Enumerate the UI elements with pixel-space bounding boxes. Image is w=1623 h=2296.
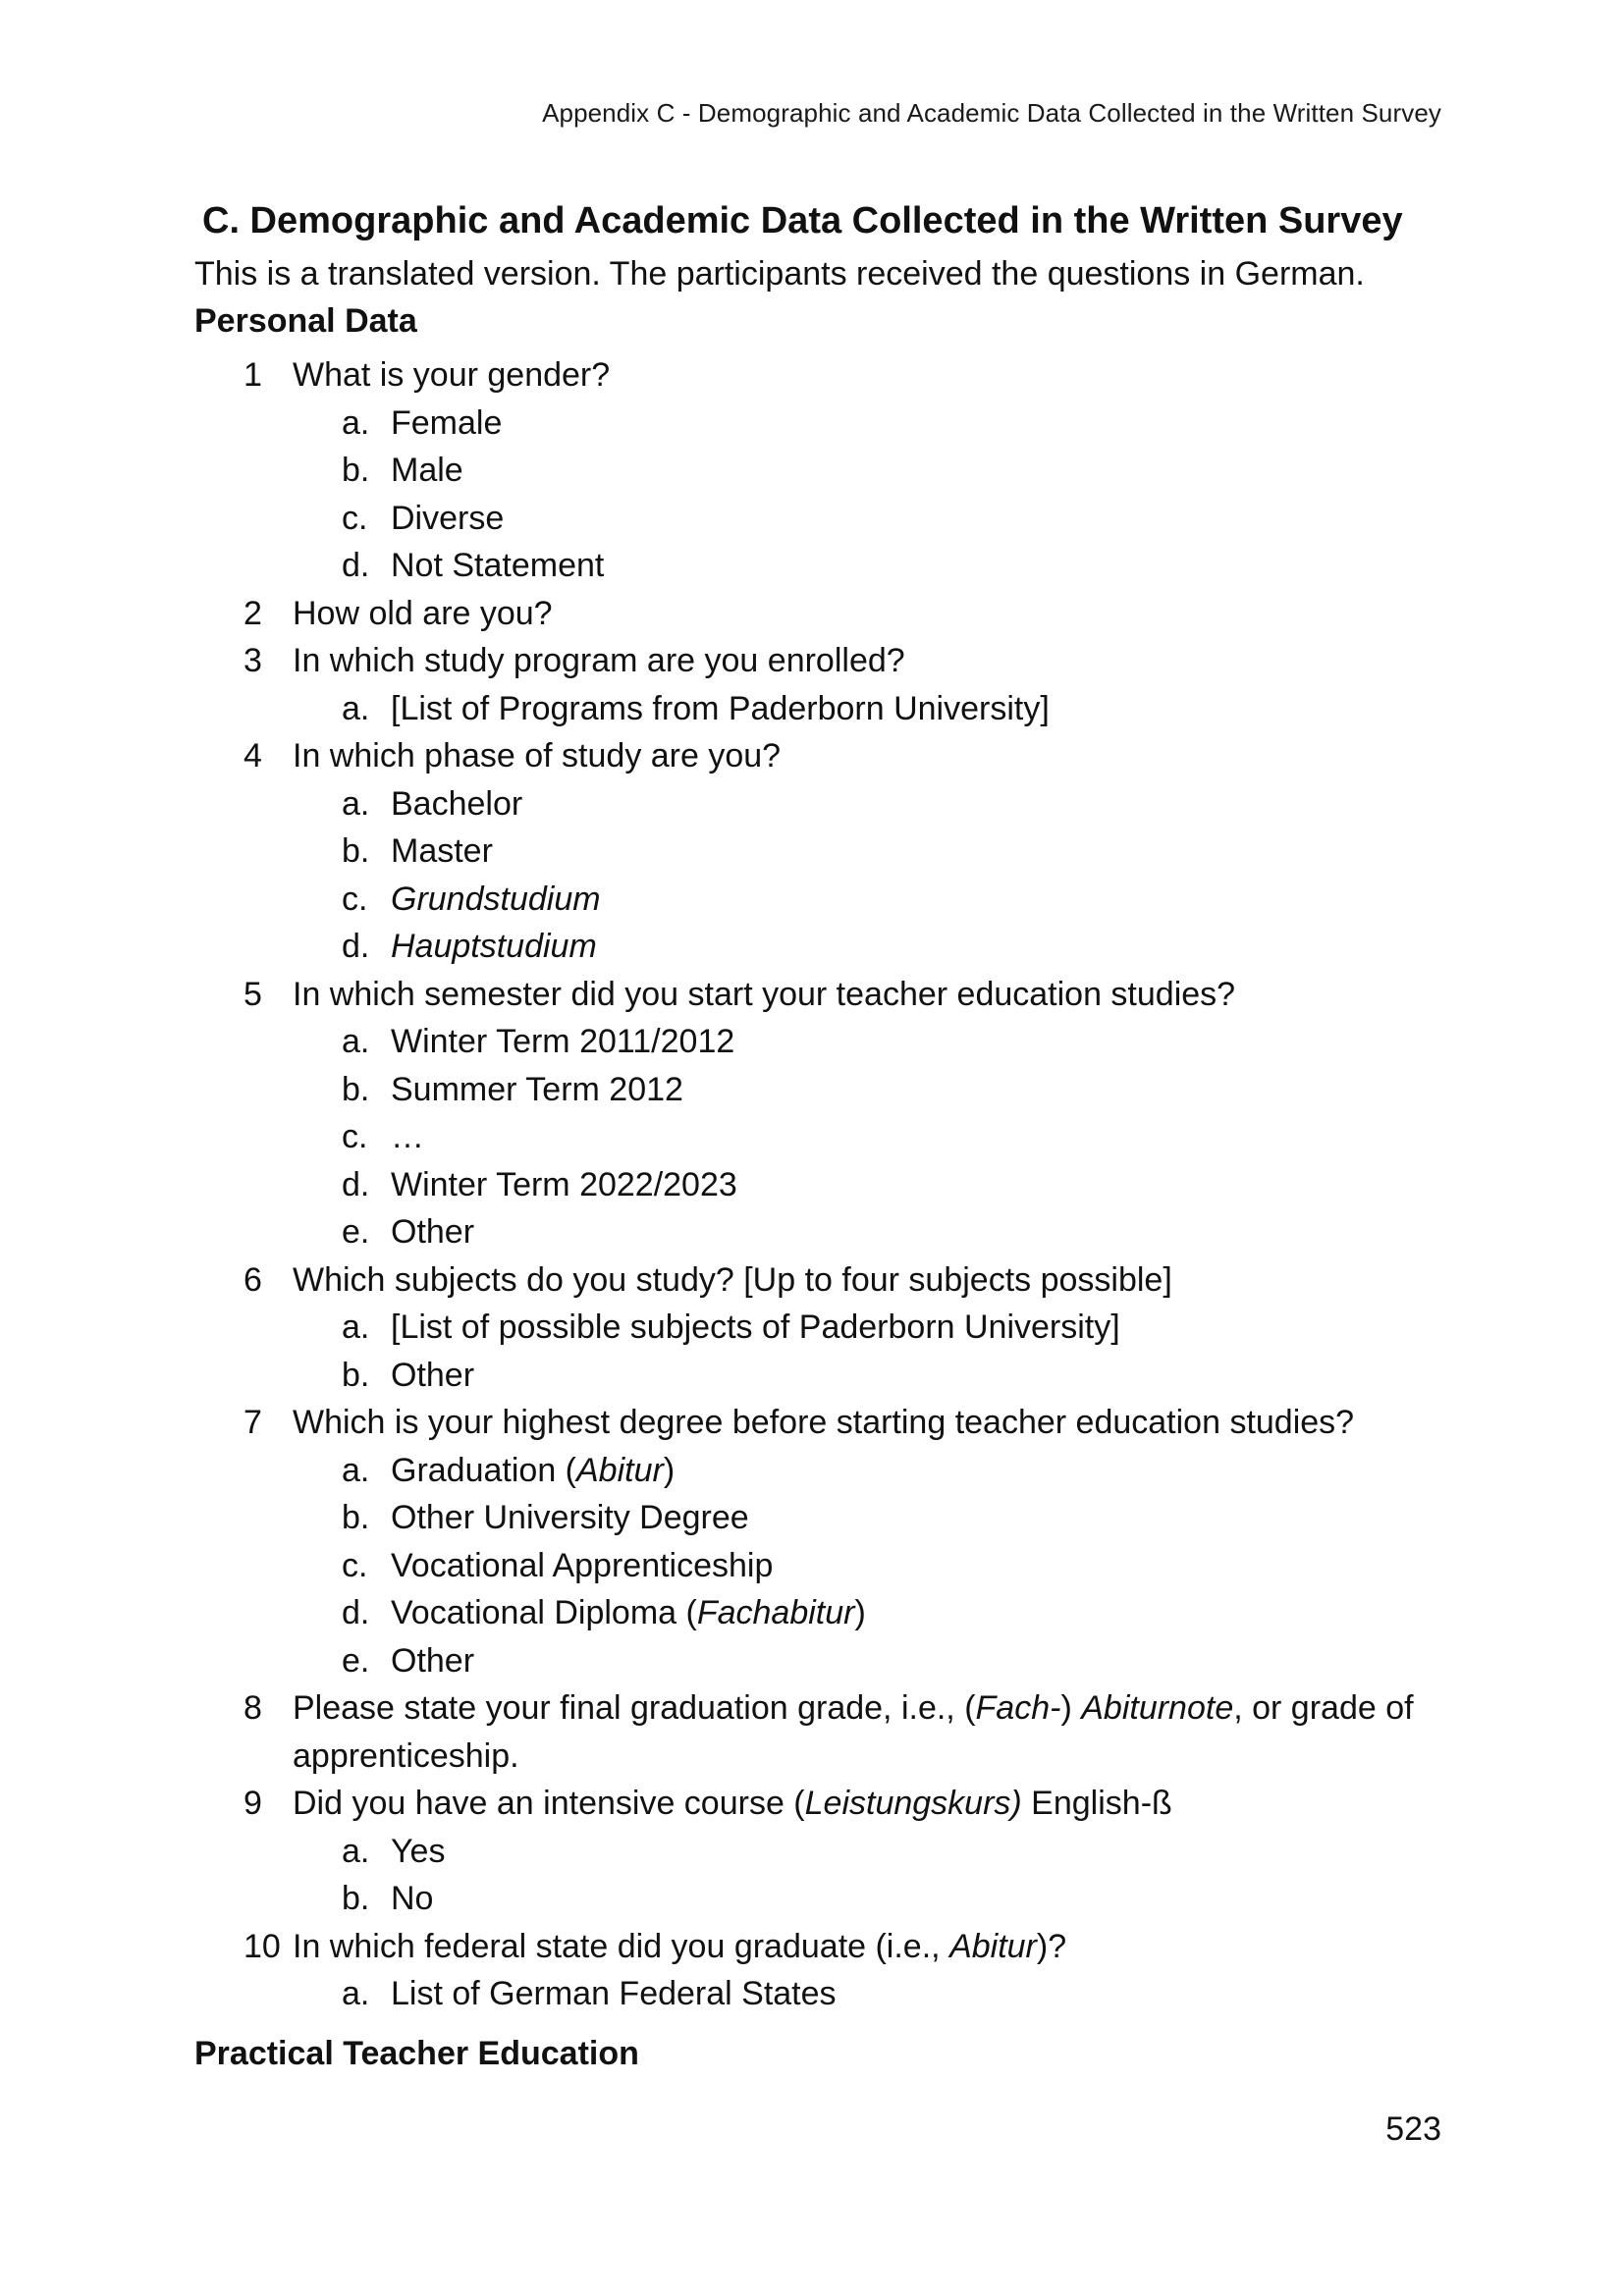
answer-option bbox=[293, 447, 1451, 495]
option-text: List of German Federal States bbox=[391, 1975, 837, 2012]
option-letter: b. bbox=[342, 1070, 370, 1108]
answer-option bbox=[293, 685, 1451, 733]
option-text: Diverse bbox=[391, 499, 505, 537]
question-item bbox=[194, 351, 1451, 590]
option-text: Winter Term 2011/2012 bbox=[391, 1023, 735, 1060]
question-item bbox=[194, 637, 1451, 732]
answer-options bbox=[293, 780, 1451, 971]
answer-options bbox=[293, 1828, 1451, 1923]
option-letter: a. bbox=[342, 784, 370, 823]
option-text: Master bbox=[391, 832, 493, 870]
answer-option bbox=[293, 1637, 1451, 1685]
question-number: 10 bbox=[243, 1927, 281, 1965]
question-item bbox=[194, 1399, 1451, 1684]
answer-options bbox=[293, 1304, 1451, 1399]
question-text-italic: Fach- bbox=[975, 1689, 1061, 1727]
option-letter: b. bbox=[342, 1356, 370, 1394]
option-text: ) bbox=[663, 1451, 676, 1489]
option-text: Summer Term 2012 bbox=[391, 1070, 683, 1108]
question-text bbox=[293, 1256, 1451, 1305]
answer-options bbox=[293, 400, 1451, 590]
question-text bbox=[293, 1399, 1451, 1447]
answer-option bbox=[293, 1542, 1451, 1590]
answer-option bbox=[293, 400, 1451, 448]
option-text: Other bbox=[391, 1641, 475, 1680]
answer-option bbox=[293, 1875, 1451, 1923]
question-list bbox=[194, 351, 1451, 2018]
option-text: [List of possible subjects of Paderborn University] bbox=[391, 1308, 1120, 1346]
question-text-italic: Abiturnote bbox=[1081, 1689, 1234, 1727]
option-letter: c. bbox=[342, 499, 368, 537]
option-text: Bachelor bbox=[391, 784, 523, 823]
option-letter: c. bbox=[342, 880, 368, 918]
question-number: 9 bbox=[243, 1785, 262, 1822]
section-title: C. Demographic and Academic Data Collected in the Written Survey bbox=[202, 200, 1403, 241]
answer-option bbox=[293, 923, 1451, 971]
option-letter: b. bbox=[342, 1499, 370, 1536]
option-text: No bbox=[391, 1880, 434, 1917]
question-text-part: What is your gender? bbox=[293, 356, 611, 394]
intro-text: This is a translated version. The participants received the questions in German. bbox=[194, 255, 1365, 293]
option-letter: b. bbox=[342, 1880, 370, 1917]
page-number: 523 bbox=[1385, 2110, 1441, 2148]
answer-option bbox=[293, 1589, 1451, 1637]
option-letter: a. bbox=[342, 403, 370, 442]
question-text bbox=[293, 1684, 1451, 1780]
question-text-part: )? bbox=[1036, 1927, 1067, 1965]
page-content bbox=[194, 191, 1451, 2077]
option-text-italic: Grundstudium bbox=[391, 880, 601, 918]
question-number: 4 bbox=[243, 737, 262, 774]
option-text: ) bbox=[854, 1594, 866, 1631]
question-item bbox=[194, 732, 1451, 971]
option-text: Vocational Apprenticeship bbox=[391, 1546, 774, 1584]
question-number: 1 bbox=[243, 356, 262, 394]
option-text: Female bbox=[391, 403, 503, 442]
option-letter: c. bbox=[342, 1546, 368, 1584]
question-text-part: , or grade of apprenticeship. bbox=[293, 1689, 1414, 1775]
question-number: 5 bbox=[243, 975, 262, 1013]
answer-option bbox=[293, 1828, 1451, 1876]
question-text-italic: Leistungskurs) bbox=[804, 1785, 1022, 1822]
option-letter: a. bbox=[342, 689, 370, 727]
practical-teacher-education-heading: Practical Teacher Education bbox=[194, 2034, 639, 2072]
question-text-part: In which semester did you start your teacher education studies? bbox=[293, 975, 1236, 1013]
question-item bbox=[194, 1780, 1451, 1923]
option-text: Yes bbox=[391, 1832, 446, 1870]
option-text-italic: Hauptstudium bbox=[391, 928, 597, 965]
answer-option bbox=[293, 495, 1451, 543]
answer-options bbox=[293, 685, 1451, 733]
answer-option bbox=[293, 1066, 1451, 1114]
option-letter: a. bbox=[342, 1451, 370, 1489]
question-text bbox=[293, 1923, 1451, 1971]
option-text-italic: Abitur bbox=[576, 1451, 664, 1489]
option-letter: b. bbox=[342, 832, 370, 870]
option-letter: e. bbox=[342, 1213, 370, 1251]
question-text-part: Did you have an intensive course ( bbox=[293, 1785, 805, 1822]
option-text: Graduation ( bbox=[391, 1451, 576, 1489]
answer-option bbox=[293, 876, 1451, 924]
question-text-part: In which study program are you enrolled? bbox=[293, 642, 905, 679]
option-letter: c. bbox=[342, 1118, 368, 1155]
answer-option bbox=[293, 780, 1451, 828]
option-text: Other bbox=[391, 1356, 475, 1394]
answer-options bbox=[293, 1447, 1451, 1685]
option-text: Winter Term 2022/2023 bbox=[391, 1165, 737, 1203]
question-text bbox=[293, 732, 1451, 780]
option-text: Not Statement bbox=[391, 547, 605, 584]
option-letter: a. bbox=[342, 1832, 370, 1870]
answer-option bbox=[293, 1447, 1451, 1495]
question-text bbox=[293, 351, 1451, 400]
answer-options bbox=[293, 1970, 1451, 2018]
answer-option bbox=[293, 1018, 1451, 1066]
answer-options bbox=[293, 1018, 1451, 1256]
question-text-italic: Abitur bbox=[949, 1927, 1037, 1965]
option-letter: d. bbox=[342, 928, 370, 965]
question-item bbox=[194, 590, 1451, 638]
personal-data-heading: Personal Data bbox=[194, 302, 417, 340]
option-letter: d. bbox=[342, 1594, 370, 1631]
option-text: … bbox=[391, 1118, 424, 1155]
question-text-part: How old are you? bbox=[293, 594, 553, 632]
option-text: [List of Programs from Paderborn University] bbox=[391, 689, 1050, 727]
question-item bbox=[194, 1923, 1451, 2018]
running-header: Appendix C - Demographic and Academic Data Collected in the Written Survey bbox=[542, 98, 1441, 128]
option-letter: d. bbox=[342, 547, 370, 584]
answer-option bbox=[293, 828, 1451, 876]
answer-option bbox=[293, 1161, 1451, 1209]
answer-option bbox=[293, 1494, 1451, 1542]
option-text: Male bbox=[391, 452, 463, 489]
question-text bbox=[293, 637, 1451, 685]
option-text-italic: Fachabitur bbox=[696, 1594, 855, 1631]
option-text: Vocational Diploma ( bbox=[391, 1594, 697, 1631]
option-letter: d. bbox=[342, 1165, 370, 1203]
question-text-part: Please state your final graduation grade, i.e., ( bbox=[293, 1689, 976, 1727]
question-text bbox=[293, 971, 1451, 1019]
question-number: 6 bbox=[243, 1260, 262, 1299]
answer-option bbox=[293, 1113, 1451, 1161]
option-letter: a. bbox=[342, 1308, 370, 1346]
question-text-part: In which phase of study are you? bbox=[293, 737, 782, 774]
answer-option bbox=[293, 542, 1451, 590]
question-number: 2 bbox=[243, 594, 262, 632]
question-text-part: ) bbox=[1060, 1689, 1082, 1727]
question-text-part: In which federal state did you graduate (i.e., bbox=[293, 1927, 950, 1965]
answer-option bbox=[293, 1208, 1451, 1256]
question-number: 7 bbox=[243, 1404, 262, 1441]
answer-option bbox=[293, 1304, 1451, 1352]
option-letter: e. bbox=[342, 1641, 370, 1680]
option-text: Other bbox=[391, 1213, 475, 1251]
answer-option bbox=[293, 1352, 1451, 1400]
question-number: 8 bbox=[243, 1689, 262, 1727]
question-text bbox=[293, 1780, 1451, 1828]
question-item bbox=[194, 971, 1451, 1256]
question-text bbox=[293, 590, 1451, 638]
option-letter: b. bbox=[342, 452, 370, 489]
question-number: 3 bbox=[243, 642, 262, 679]
question-text-part: English-ß bbox=[1021, 1785, 1172, 1822]
answer-option bbox=[293, 1970, 1451, 2018]
question-item bbox=[194, 1256, 1451, 1400]
question-text-part: Which is your highest degree before starting teacher education studies? bbox=[293, 1404, 1355, 1441]
option-letter: a. bbox=[342, 1023, 370, 1060]
question-item bbox=[194, 1684, 1451, 1780]
question-text-part: Which subjects do you study? [Up to four subjects possible] bbox=[293, 1260, 1172, 1299]
option-letter: a. bbox=[342, 1975, 370, 2012]
option-text: Other University Degree bbox=[391, 1499, 749, 1536]
